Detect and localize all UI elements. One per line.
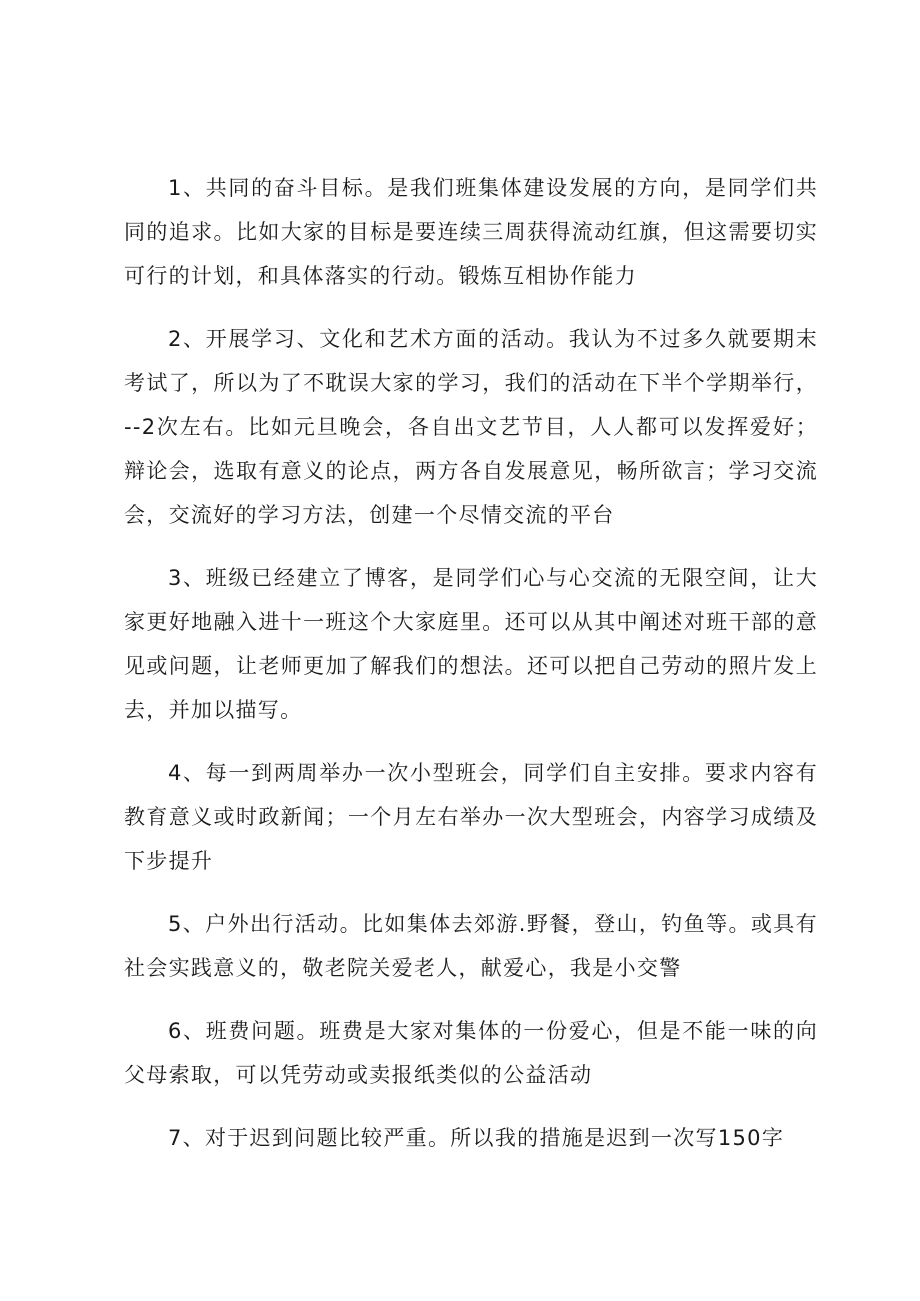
paragraph-1: 1、共同的奋斗目标。是我们班集体建设发展的方向，是同学们共同的追求。比如大家的目标是要连续三周获得流动红旗，但这需要切实可行的计划，和具体落实的行动。锻炼互相协作能力 [124,176,818,288]
document-body [124,166,818,1179]
paragraph-6: 6、班费问题。班费是大家对集体的一份爱心，但是不能一味的向父母索取，可以凭劳动或卖报纸类似的公益活动 [124,1019,818,1087]
paragraph-3: 3、班级已经建立了博客，是同学们心与心交流的无限空间，让大家更好地融入进十一班这个大家庭里。还可以从其中阐述对班干部的意见或问题，让老师更加了解我们的想法。还可以把自己劳动的照片发上去，并加以描写。 [124,566,818,722]
paragraph-4: 4、每一到两周举办一次小型班会，同学们自主安排。要求内容有教育意义或时政新闻；一个月左右举办一次大型班会，内容学习成绩及下步提升 [124,761,818,873]
paragraph-7: 7、对于迟到问题比较严重。所以我的措施是迟到一次写150字 [168,1126,785,1150]
paragraph-5: 5、户外出行活动。比如集体去郊游.野餐，登山，钓鱼等。或具有社会实践意义的，敬老院关爱老人，献爱心，我是小交警 [124,912,818,980]
paragraph-2: 2、开展学习、文化和艺术方面的活动。我认为不过多久就要期末考试了，所以为了不耽误大家的学习，我们的活动在下半个学期举行，--2次左右。比如元旦晚会，各自出文艺节目，人人都可以发挥爱好；辩论会，选取有意义的论点，两方各自发展意见，畅所欲言；学习交流会，交流好的学习方法，创建一个尽情交流的平台 [124,327,818,527]
